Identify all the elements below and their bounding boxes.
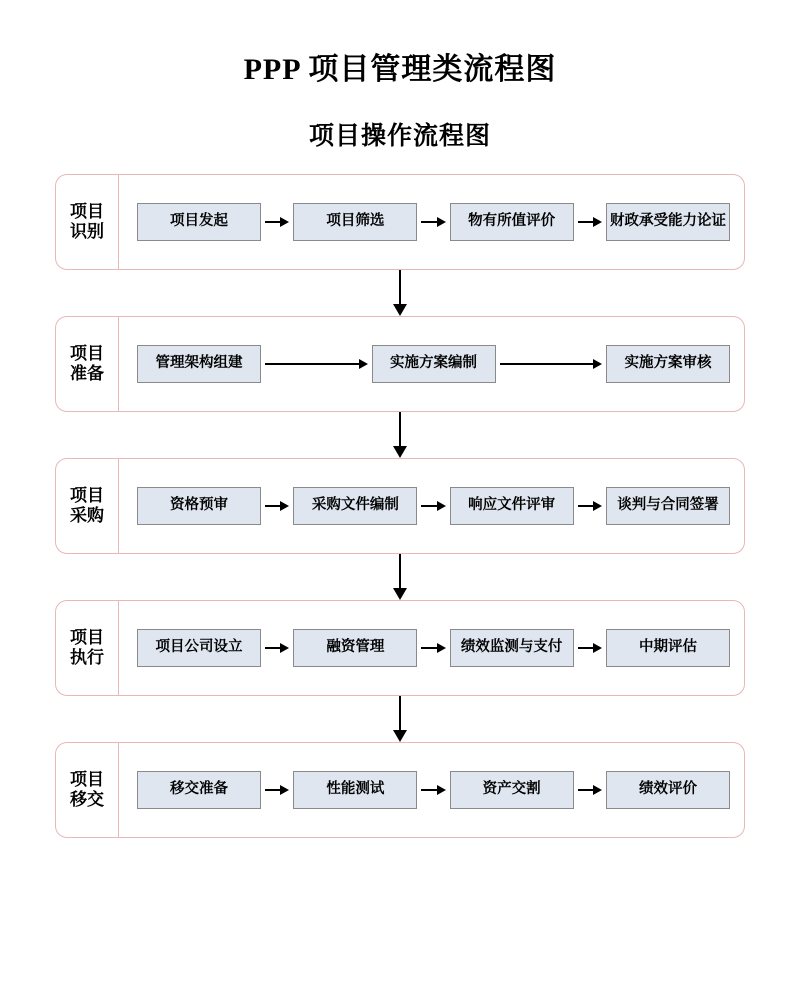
stage-nodes [119, 771, 744, 809]
stage-identification [55, 174, 745, 270]
arrow-right-icon [421, 643, 445, 653]
arrow-right-icon [578, 643, 602, 653]
arrow-right-icon [265, 359, 368, 369]
flow-node[interactable]: 项目筛选 [293, 203, 417, 241]
stage-label: 项目识别 [70, 202, 104, 241]
stage-label: 项目准备 [70, 344, 104, 383]
arrow-right-icon [500, 359, 603, 369]
arrow-right-icon [578, 501, 602, 511]
stage-nodes [119, 203, 744, 241]
flow-node[interactable]: 性能测试 [293, 771, 417, 809]
arrow-right-icon [265, 501, 289, 511]
flow-node[interactable]: 实施方案审核 [606, 345, 730, 383]
flow-node[interactable]: 管理架构组建 [137, 345, 261, 383]
flow-node[interactable]: 采购文件编制 [293, 487, 417, 525]
stage-connector-arrow-icon [55, 696, 745, 742]
flow-container [0, 174, 800, 838]
arrow-right-icon [421, 785, 445, 795]
stage-nodes [119, 487, 744, 525]
arrow-right-icon [421, 501, 445, 511]
flow-node[interactable]: 绩效监测与支付 [450, 629, 574, 667]
flow-node[interactable]: 财政承受能力论证 [606, 203, 730, 241]
stage-label: 项目移交 [70, 770, 104, 809]
arrow-right-icon [578, 217, 602, 227]
stage-execution [55, 600, 745, 696]
stage-connector-arrow-icon [55, 412, 745, 458]
arrow-right-icon [265, 217, 289, 227]
stage-label: 项目执行 [70, 628, 104, 667]
stage-transfer [55, 742, 745, 838]
stage-connector-arrow-icon [55, 270, 745, 316]
stage-procurement [55, 458, 745, 554]
flow-node[interactable]: 物有所值评价 [450, 203, 574, 241]
flow-node[interactable]: 中期评估 [606, 629, 730, 667]
flow-node[interactable]: 实施方案编制 [372, 345, 496, 383]
flow-node[interactable]: 谈判与合同签署 [606, 487, 730, 525]
stage-preparation [55, 316, 745, 412]
flow-node[interactable]: 移交准备 [137, 771, 261, 809]
flow-node[interactable]: 融资管理 [293, 629, 417, 667]
page-subtitle: 项目操作流程图 [308, 123, 491, 150]
stage-label: 项目采购 [70, 486, 104, 525]
arrow-right-icon [421, 217, 445, 227]
flow-node[interactable]: 项目公司设立 [137, 629, 261, 667]
flow-node[interactable]: 资产交割 [450, 771, 574, 809]
page-title: PPP 项目管理类流程图 [243, 53, 557, 86]
stage-connector-arrow-icon [55, 554, 745, 600]
arrow-right-icon [578, 785, 602, 795]
flow-node[interactable]: 响应文件评审 [450, 487, 574, 525]
arrow-right-icon [265, 643, 289, 653]
flow-node[interactable]: 项目发起 [137, 203, 261, 241]
flowchart-page [0, 44, 800, 1006]
flow-node[interactable]: 资格预审 [137, 487, 261, 525]
stage-nodes [119, 629, 744, 667]
stage-nodes [119, 345, 744, 383]
flow-node[interactable]: 绩效评价 [606, 771, 730, 809]
arrow-right-icon [265, 785, 289, 795]
